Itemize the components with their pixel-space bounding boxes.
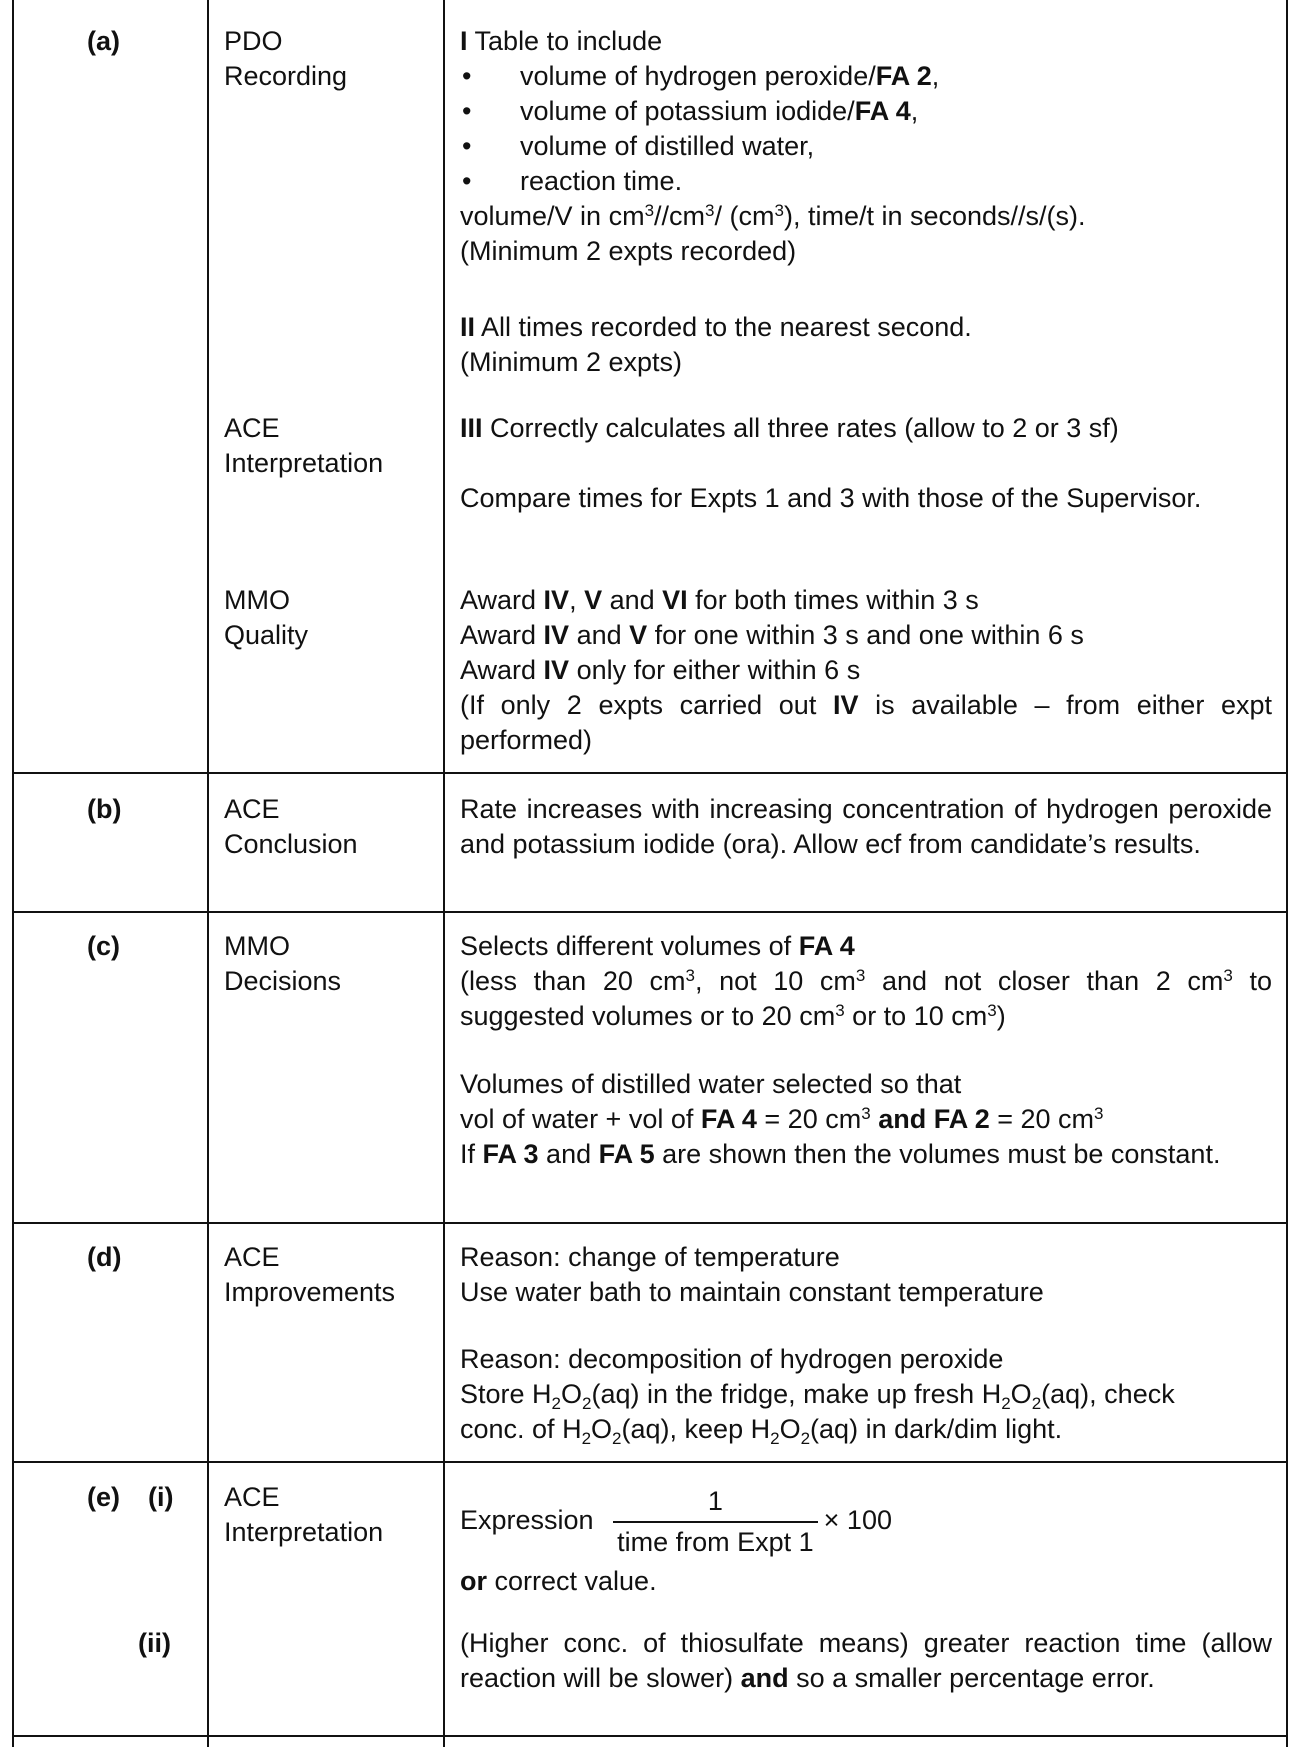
award-note: (If only 2 expts carried out IV is available – from either expt performed) <box>460 690 1272 755</box>
skill-name: ACE <box>224 1242 280 1272</box>
quality-awards <box>460 583 1272 758</box>
table-requirements-list <box>460 59 1086 199</box>
column-divider-2 <box>443 0 445 1747</box>
conclusion-text: Rate increases with increasing concentration of hydrogen peroxide and potassium iodide (ora). Allow ecf from candidate’s results. <box>460 794 1272 859</box>
units-line: volume/V in $cm^3//cm^3/$ $(cm^3)$, time/t in seconds//s/(s). <box>460 201 1086 231</box>
compare-instruction: Compare times for Expts 1 and 3 with those of the Supervisor. <box>460 483 1202 513</box>
skill-ace-interpretation <box>224 1480 383 1550</box>
question-label-a: (a) <box>87 26 120 56</box>
skill-area: Interpretation <box>224 1517 384 1547</box>
skill-area: Recording <box>224 61 348 91</box>
column-divider-3 <box>1286 0 1288 1747</box>
skill-area: Interpretation <box>224 448 384 478</box>
fraction <box>613 1484 818 1560</box>
skill-name: ACE <box>224 1482 280 1512</box>
subquestion-label-ii: (ii) <box>138 1628 171 1658</box>
row-divider-bottom <box>12 1735 1288 1737</box>
skill-mmo-decisions <box>224 929 341 999</box>
award-line: Award IV and V for one within 3 s and one within 6 s <box>460 620 1084 650</box>
row-divider-bc <box>12 911 1288 913</box>
award-line: Award IV, V and VI for both times within 3 s <box>460 585 979 615</box>
volume-selection: Selects different volumes of FA 4 (less than 20 $cm^3$, not 10 $cm^3$ and not closer than 2 $cm^3$ to suggested volumes or to 20 $cm^3$ or to 10 $cm^3$) <box>460 931 1272 1031</box>
denominator: time from Expt 1 <box>613 1521 818 1560</box>
question-label-e: (e) <box>87 1482 120 1512</box>
row-divider-ab <box>12 772 1288 774</box>
skill-ace <box>224 411 383 481</box>
row-divider-cd <box>12 1222 1288 1224</box>
skill-area: Conclusion <box>224 829 358 859</box>
list-item: • volume of distilled water, <box>460 129 1086 164</box>
skill-area: Quality <box>224 620 309 650</box>
skill-ace-improvements <box>224 1240 395 1310</box>
skill-name: MMO <box>224 931 290 961</box>
improvement-1: Reason: change of temperature Use water bath to maintain constant temperature <box>460 1242 1044 1307</box>
skill-name: ACE <box>224 794 280 824</box>
mark-number: III <box>460 413 483 443</box>
mark-point-iii: III Correctly calculates all three rates (allow to 2 or 3 sf) <box>460 413 1119 443</box>
numerator: 1 <box>707 1486 723 1516</box>
row-divider-de <box>12 1461 1288 1463</box>
skill-area: Improvements <box>224 1277 396 1307</box>
skill-pdo <box>224 24 347 94</box>
list-item: • volume of potassium iodide/FA 4, <box>460 94 1086 129</box>
skill-name: MMO <box>224 585 290 615</box>
list-item: • reaction time. <box>460 164 1086 199</box>
question-label-c: (c) <box>87 931 120 961</box>
water-volume-rule: Volumes of distilled water selected so that vol of water + vol of FA 4 = 20 $cm^3$ and FA 2 = 20 $cm^3$ If FA 3 and FA 5 are shown then the volumes must be constant. <box>460 1069 1221 1169</box>
left-border <box>12 0 14 1747</box>
skill-mmo <box>224 583 308 653</box>
subquestion-label-i: (i) <box>148 1482 174 1512</box>
minimum-note: (Minimum 2 expts) <box>460 347 683 377</box>
question-label-d: (d) <box>87 1242 122 1272</box>
improvement-2: Reason: decomposition of hydrogen peroxide Store $H_2O_2(aq)$ in the fridge, make up fresh $H_2O_2(aq)$, check conc. of $H_2O_2(aq)$, keep $H_2O_2(aq)$ in dark/dim light. <box>460 1344 1175 1448</box>
minimum-note: (Minimum 2 expts recorded) <box>460 236 797 266</box>
list-item: • volume of hydrogen peroxide/FA 2, <box>460 59 1086 94</box>
mark-point-ii: II All times recorded to the nearest second. (Minimum 2 expts) <box>460 310 972 380</box>
skill-name: PDO <box>224 26 283 56</box>
multiplier: × 100 <box>823 1505 892 1536</box>
skill-ace-conclusion <box>224 792 358 862</box>
award-line: Award IV only for either within 6 s <box>460 655 861 685</box>
thiosulfate-explanation: (Higher conc. of thiosulfate means) greater reaction time (allow reaction will be slower) and so a smaller percentage error. <box>460 1628 1272 1693</box>
or-correct-value: or correct value. <box>460 1566 657 1596</box>
mark-number: I <box>460 26 468 56</box>
mark-text: Table to include <box>474 26 663 56</box>
question-label-b: (b) <box>87 794 122 824</box>
percentage-error-expression: Expression $\frac{1}{\text{time from Expt 1}}$ × 100 <box>460 1484 892 1560</box>
mark-number: II <box>460 312 476 342</box>
skill-name: ACE <box>224 413 280 443</box>
skill-area: Decisions <box>224 966 342 996</box>
mark-point-i <box>460 24 1086 269</box>
column-divider-1 <box>207 0 209 1747</box>
